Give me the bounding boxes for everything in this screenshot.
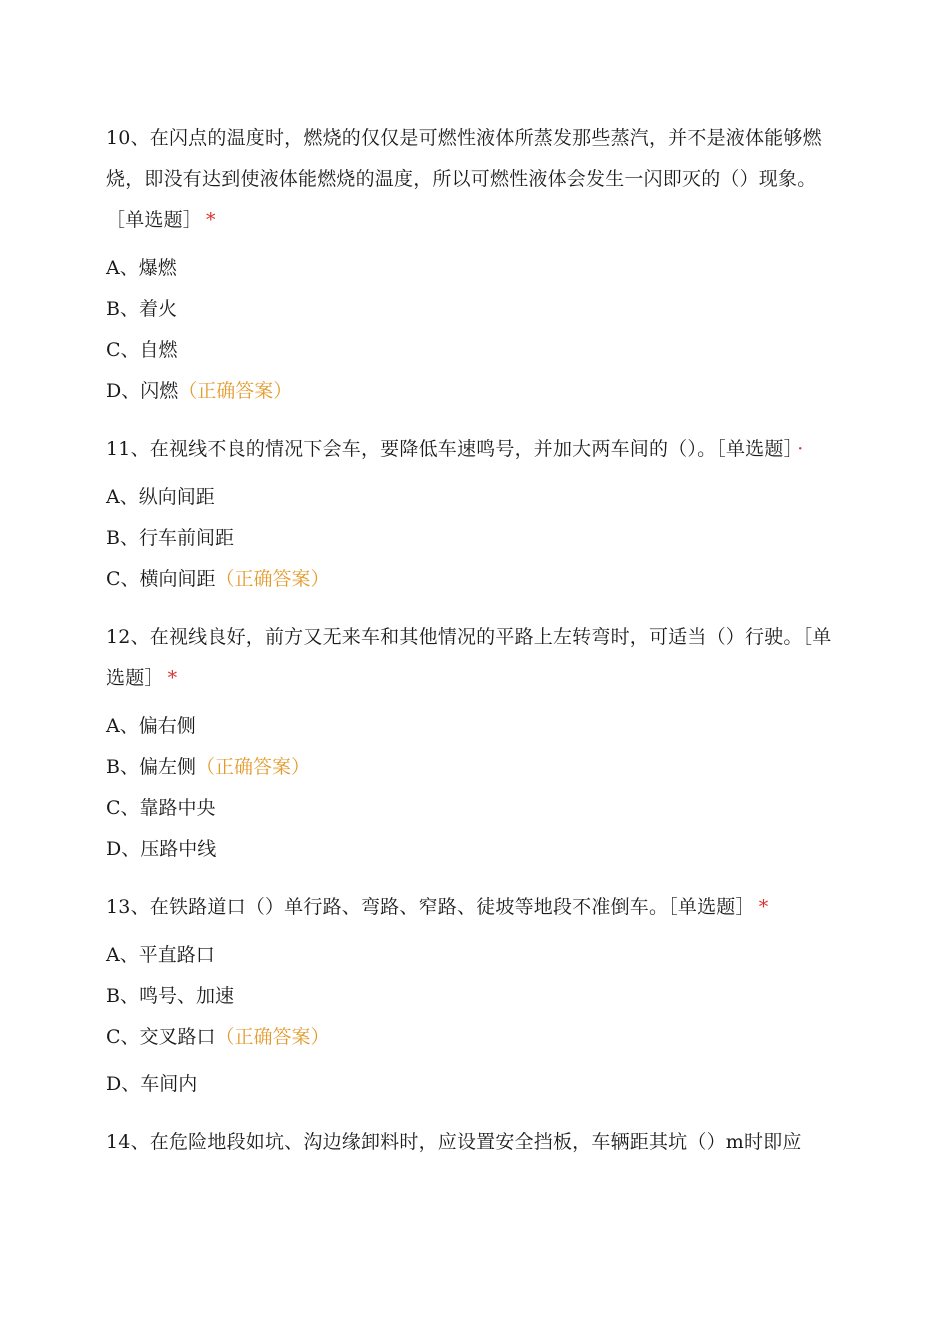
option-b[interactable]: [106, 747, 842, 788]
option-label: C、交叉路口: [106, 1026, 216, 1048]
option-label: D、压路中线: [106, 838, 217, 860]
option-label: A、纵向间距: [106, 486, 215, 508]
option-a[interactable]: [106, 248, 842, 289]
question-stem-text: 13、在铁路道口（）单行路、弯路、窄路、徒坡等地段不准倒车。［单选题］: [106, 896, 755, 918]
question-stem-text: 10、在闪点的温度时，燃烧的仅仅是可燃性液体所蒸发那些蒸汽，并不是液体能够燃烧，即没有达到使液体能燃烧的温度，所以可燃性液体会发生一闪即灭的（）现象。［单选题］: [106, 127, 822, 231]
option-label: A、爆燃: [106, 257, 177, 279]
correct-answer-note: （正确答案）: [195, 756, 310, 778]
option-a[interactable]: [106, 477, 842, 518]
option-label: B、行车前间距: [106, 527, 234, 549]
required-mark: *: [758, 896, 769, 918]
option-b[interactable]: [106, 976, 842, 1017]
option-b[interactable]: [106, 289, 842, 330]
question-12: [106, 617, 842, 870]
option-label: B、鸣号、加速: [106, 985, 234, 1007]
required-mark: ·: [797, 438, 804, 460]
question-stem-text: 14、在危险地段如坑、沟边缘卸料时，应设置安全挡板，车辆距其坑（）m时即应: [106, 1131, 802, 1153]
option-label: C、靠路中央: [106, 797, 216, 819]
question-stem: [106, 118, 842, 241]
option-a[interactable]: [106, 935, 842, 976]
option-c[interactable]: [106, 788, 842, 829]
option-a[interactable]: [106, 706, 842, 747]
option-b[interactable]: [106, 518, 842, 559]
option-d[interactable]: [106, 1064, 842, 1105]
required-mark: *: [206, 209, 216, 231]
question-stem: [106, 617, 842, 699]
correct-answer-note: （正确答案）: [215, 1026, 330, 1048]
option-c[interactable]: [106, 559, 842, 600]
option-label: D、车间内: [106, 1073, 198, 1095]
question-stem-text: 11、在视线不良的情况下会车，要降低车速鸣号，并加大两车间的（）。［单选题］: [106, 438, 794, 460]
question-stem: [106, 429, 842, 470]
option-label: A、平直路口: [106, 944, 215, 966]
option-c[interactable]: [106, 1017, 842, 1058]
correct-answer-note: （正确答案）: [215, 568, 330, 590]
option-label: B、偏左侧: [106, 756, 196, 778]
option-label: B、着火: [106, 298, 177, 320]
option-c[interactable]: [106, 330, 842, 371]
question-list: [106, 118, 842, 1163]
required-mark: *: [167, 667, 178, 689]
question-11: [106, 429, 842, 600]
option-d[interactable]: [106, 371, 842, 412]
option-label: A、偏右侧: [106, 715, 196, 737]
correct-answer-note: （正确答案）: [178, 380, 293, 402]
question-stem: [106, 1122, 842, 1163]
question-10: [106, 118, 842, 412]
option-d[interactable]: [106, 829, 842, 870]
question-14: [106, 1122, 842, 1163]
option-label: C、横向间距: [106, 568, 216, 590]
question-stem: [106, 887, 842, 928]
question-13: [106, 887, 842, 1105]
question-stem-text: 12、在视线良好，前方又无来车和其他情况的平路上左转弯时，可适当（）行驶。［单选题］: [106, 626, 832, 689]
option-label: D、闪燃: [106, 380, 179, 402]
option-label: C、自燃: [106, 339, 178, 361]
